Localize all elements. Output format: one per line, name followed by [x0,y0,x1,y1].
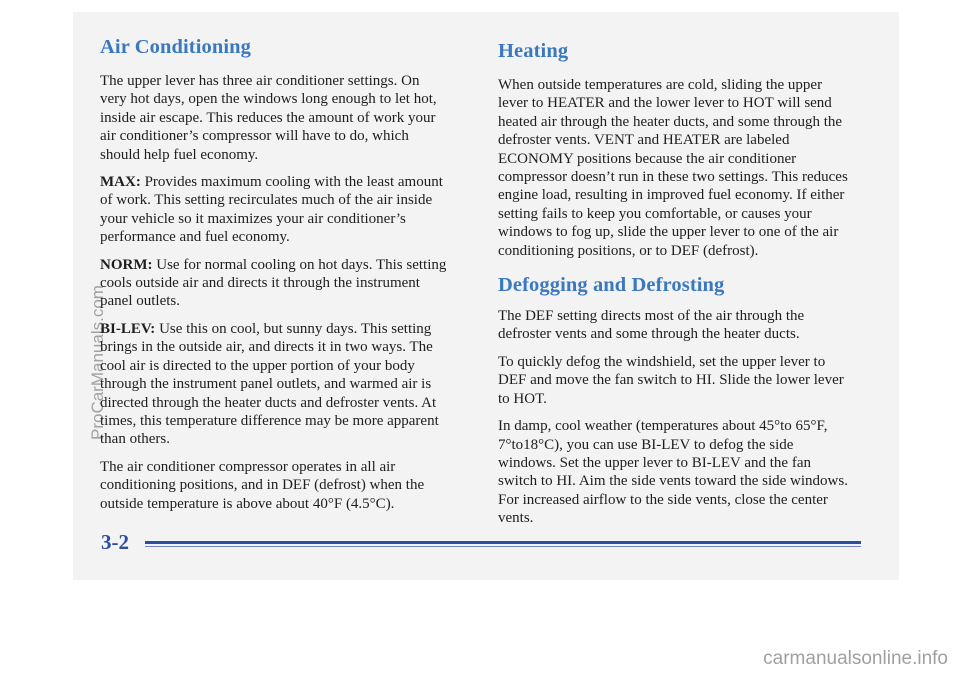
text-bilev: Use this on cool, but sunny days. This setting brings in the outside air, and directs it in two ways. The cool air is directed to the upper portion of your body through the instrument panel outlets, and warmed air is directed through the heater ducts and defroster vents. At times, this temperature difference may be more apparent than others. [100,320,439,448]
term-norm: NORM: [100,256,153,273]
term-bilev: BI-LEV: [100,320,156,337]
paragraph-norm [100,256,448,311]
left-column [100,36,448,522]
bottom-watermark: carmanualsonline.info [763,648,948,669]
heading-heating: Heating [498,40,569,62]
paragraph-heating: When outside temperatures are cold, sliding the upper lever to HEATER and the lower lever to HOT will send heated air through the heater ducts, and some through the defroster vents. VENT and HEATER are labeled ECONOMY positions because the air conditioner compressor doesn’t run in these two settings. This reduces engine load, resulting in improved fuel economy. If either setting fails to keep you comfortable, or causes your windows to fog up, slide the upper lever to one of the air conditioning positions, or to DEF (defrost). [498,77,848,259]
side-watermark: ProCarManuals.com [88,285,107,440]
paragraph-bilev [100,320,448,449]
paragraph-damp-weather: In damp, cool weather (temperatures about 45°to 65°F, 7°to18°C), you can use BI-LEV to defog the side windows. Set the upper lever to BI-LEV and the fan switch to HI. Aim the side vents toward the side windows. For increased airflow to the side vents, close the center vents. [498,418,848,527]
text-norm: Use for normal cooling on hot days. This setting cools outside air and directs it through the instrument panel outlets. [100,256,447,310]
heading-defogging: Defogging and Defrosting [498,274,725,297]
heading-air-conditioning: Air Conditioning [100,36,252,58]
footer-rule-thin [145,546,861,547]
paragraph-compressor: The air conditioner compressor operates in all air conditioning positions, and in DEF (defrost) when the outside temperature is above about 40°F (4.5°C). [100,458,425,512]
text-max: Provides maximum cooling with the least amount of work. This setting recirculates much of the air inside your vehicle so it maximizes your air conditioner’s performance and fuel economy. [100,174,443,246]
footer-rule [145,541,861,544]
right-column [498,36,850,537]
paragraph-def-setting: The DEF setting directs most of the air through the defroster vents and some through the heater ducts. [498,308,805,343]
paragraph-quick-defog: To quickly defog the windshield, set the upper lever to DEF and move the fan switch to HI. Slide the lower lever to HOT. [498,353,844,407]
term-max: MAX: [100,174,141,191]
page-number: 3-2 [101,530,129,554]
paragraph-ac-intro: The upper lever has three air conditioner settings. On very hot days, open the windows long enough to let hot, inside air escape. This reduces the amount of work your air conditioner’s compressor will have to do, which should help fuel economy. [100,73,437,163]
paragraph-max [100,173,448,247]
